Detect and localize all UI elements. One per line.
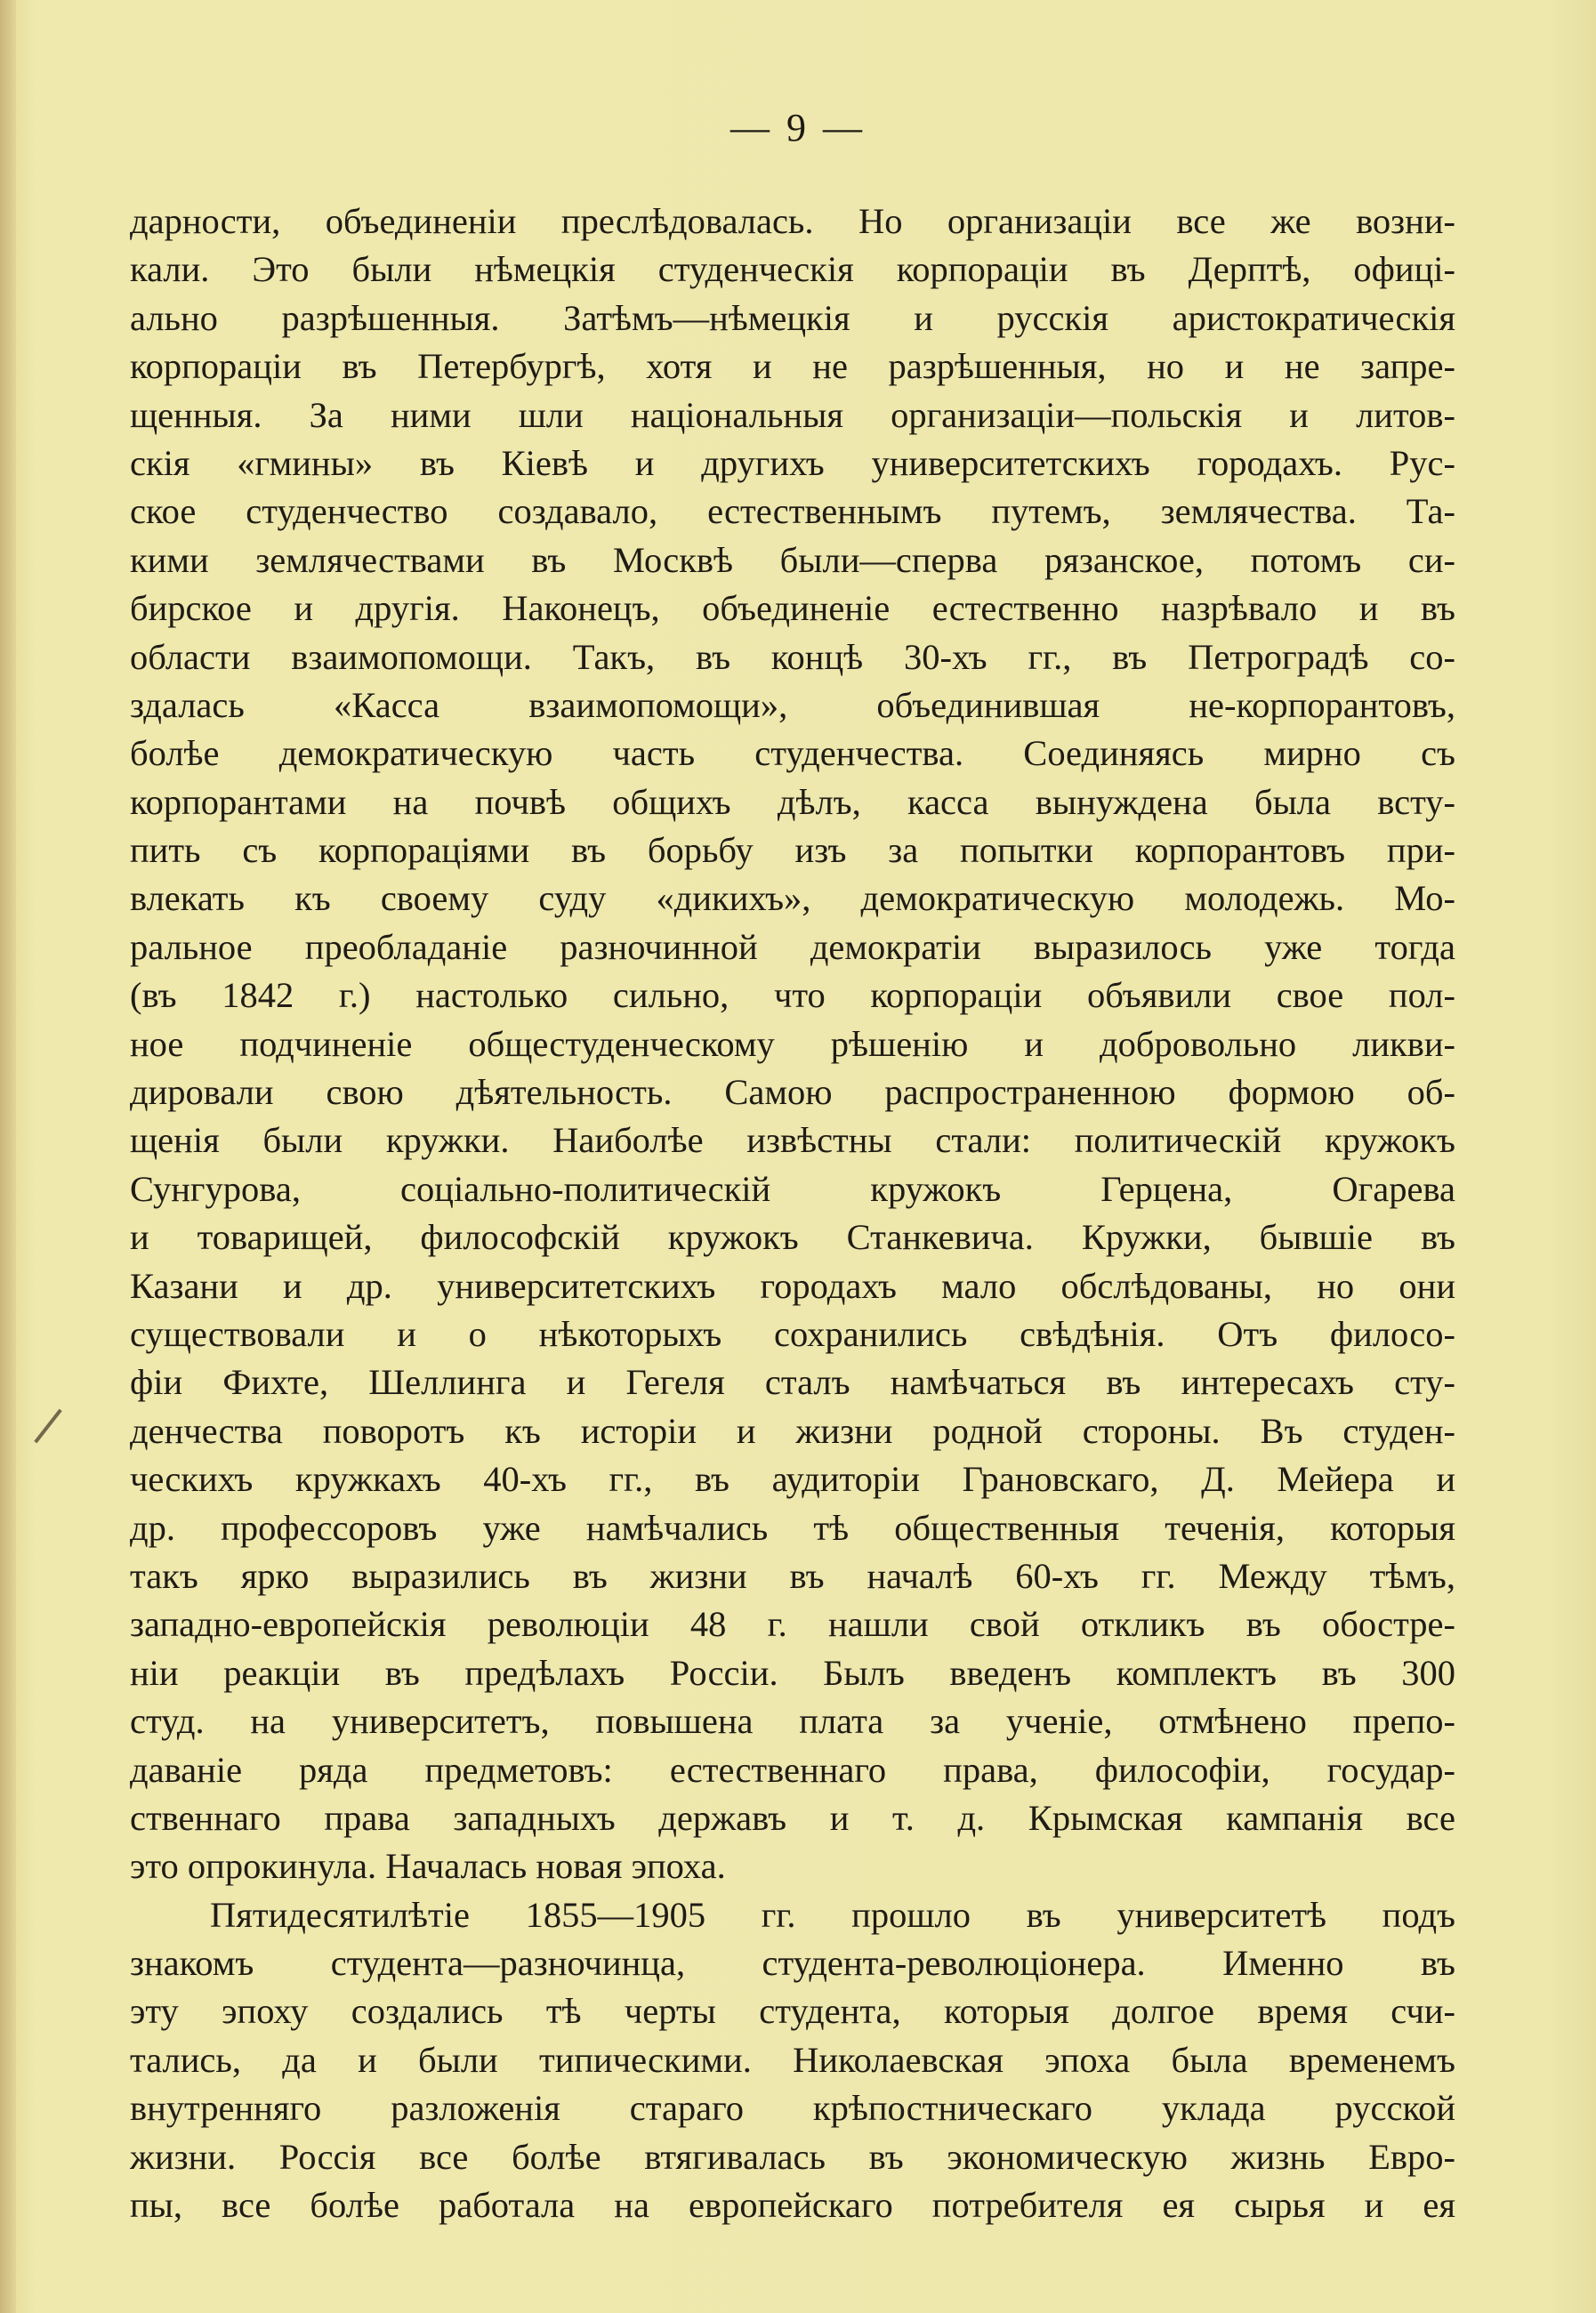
text-line: существовали и о нѣкоторыхъ сохранились свѣдѣнiя. Отъ филосо- xyxy=(130,1313,1455,1354)
text-line: ское студенчество создавало, естественнымъ путемъ, землячества. Та- xyxy=(130,491,1455,532)
text-line: Казани и др. университетскихъ городахъ мало обслѣдованы, но они xyxy=(130,1265,1455,1306)
margin-pencil-mark xyxy=(34,1409,61,1444)
text-line: и товарищей, философскiй кружокъ Станкевича. Кружки, бывшiе въ xyxy=(130,1217,1455,1258)
text-line: скiя «гмины» въ Кiевѣ и другихъ университетскихъ городахъ. Рус- xyxy=(130,442,1455,483)
text-line: жизни. Россiя все болѣе втягивалась въ экономическую жизнь Евро- xyxy=(130,2136,1455,2177)
text-line: пить съ корпорацiями въ борьбу изъ за попытки корпорантовъ при- xyxy=(130,830,1455,871)
text-line: нiи реакцiи въ предѣлахъ Россiи. Былъ введенъ комплектъ въ 300 xyxy=(130,1652,1455,1693)
text-line: здалась «Касса взаимопомощи», объединившая не-корпорантовъ, xyxy=(130,684,1455,725)
text-line: др. профессоровъ уже намѣчались тѣ общественныя теченiя, которыя xyxy=(130,1507,1455,1548)
text-line: влекать къ своему суду «дикихъ», демократическую молодежь. Мо- xyxy=(130,878,1455,919)
text-line: пы, все болѣе работала на европейскаго потребителя ея сырья и ея xyxy=(130,2185,1455,2226)
text-line: фiи Фихте, Шеллинга и Гегеля сталъ намѣчаться въ интересахъ сту- xyxy=(130,1362,1455,1403)
text-line: дарности, объединенiи преслѣдовалась. Но организацiи все же возни- xyxy=(130,201,1455,241)
text-line: дировали свою дѣятельность. Самою распространенною формою об- xyxy=(130,1072,1455,1113)
text-line: ально разрѣшенныя. Затѣмъ—нѣмецкiя и русскiя аристократическiя xyxy=(130,297,1455,338)
text-line: западно-европейскiя революцiи 48 г. нашли свой откликъ въ обостре- xyxy=(130,1604,1455,1645)
text-line: тались, да и были типическими. Николаевская эпоха была временемъ xyxy=(130,2039,1455,2080)
body-text xyxy=(130,197,1455,2229)
text-line: внутренняго разложенiя стараго крѣпостническаго уклада русской xyxy=(130,2088,1455,2129)
text-line: ческихъ кружкахъ 40-хъ гг., въ аудиторiи Грановскаго, Д. Мейера и xyxy=(130,1459,1455,1500)
text-line: болѣе демократическую часть студенчества. Соединяясь мирно съ xyxy=(130,733,1455,774)
text-line: ральное преобладанiе разночинной демократiи выразилось уже тогда xyxy=(130,926,1455,967)
text-line: знакомъ студента—разночинца, студента-революцiонера. Именно въ xyxy=(130,1943,1455,1984)
text-line: кали. Это были нѣмецкiя студенческiя корпорацiи въ Дерптѣ, офицi- xyxy=(130,249,1455,290)
text-line: щенiя были кружки. Наиболѣе извѣстны стали: политическiй кружокъ xyxy=(130,1120,1455,1161)
text-line: Сунгурова, соцiально-политическiй кружокъ Герцена, Огарева xyxy=(130,1168,1455,1209)
paragraph-1 xyxy=(130,197,1455,1891)
text-line: ственнаго права западныхъ державъ и т. д. Крымская кампанiя все xyxy=(130,1797,1455,1838)
text-line: бирское и другiя. Наконецъ, объединенiе естественно назрѣвало и въ xyxy=(130,588,1455,629)
page-binding-edge xyxy=(0,0,16,2313)
text-line: (въ 1842 г.) настолько сильно, что корпорацiи объявили свое пол- xyxy=(130,975,1455,1016)
text-line: кими землячествами въ Москвѣ были—сперва рязанское, потомъ си- xyxy=(130,539,1455,580)
text-line: студ. на университетъ, повышена плата за ученiе, отмѣнено препо- xyxy=(130,1701,1455,1742)
page-number: — 9 — xyxy=(730,106,866,149)
text-line: корпорацiи въ Петербургѣ, хотя и не разрѣшенныя, но и не запре- xyxy=(130,346,1455,387)
text-line: денчества поворотъ къ исторiи и жизни родной стороны. Въ студен- xyxy=(130,1410,1455,1451)
text-line: эту эпоху создались тѣ черты студента, которыя долгое время счи- xyxy=(130,1991,1455,2032)
text-line: это опрокинула. Началась новая эпоха. xyxy=(130,1846,726,1887)
text-line: такъ ярко выразились въ жизни въ началѣ 60-хъ гг. Между тѣмъ, xyxy=(130,1555,1455,1596)
text-line: ное подчиненiе общестуденческому рѣшенiю и добровольно ликви- xyxy=(130,1023,1455,1064)
text-line: корпорантами на почвѣ общихъ дѣлъ, касса вынуждена была всту- xyxy=(130,781,1455,822)
paragraph-2 xyxy=(130,1891,1455,2230)
text-line: Пятидесятилѣтiе 1855—1905 гг. прошло въ университетѣ подъ xyxy=(210,1894,1455,1935)
text-line: щенныя. За ними шли нацiональныя организацiи—польскiя и литов- xyxy=(130,394,1455,435)
text-line: даванiе ряда предметовъ: естественнаго права, философiи, государ- xyxy=(130,1749,1455,1790)
text-line: области взаимопомощи. Такъ, въ концѣ 30-хъ гг., въ Петроградѣ со- xyxy=(130,636,1455,677)
